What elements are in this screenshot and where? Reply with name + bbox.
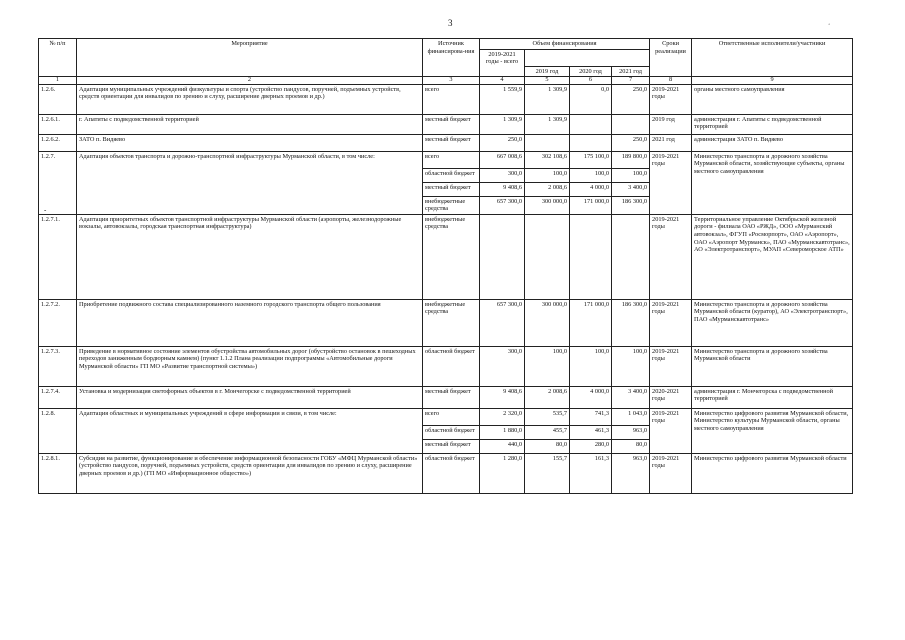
header-measure: Мероприятие xyxy=(77,39,423,77)
row-measure: Установка и модернизация светофорных объектов в г. Мончегорске с подведомственной территорией xyxy=(77,386,423,408)
row-source: местный бюджет xyxy=(423,134,480,151)
row-2020 xyxy=(570,134,612,151)
row-2019: 155,7 xyxy=(525,453,570,493)
row-2019: 302 108,6 xyxy=(525,151,570,168)
table-row xyxy=(39,386,853,408)
row-measure: Приведение в нормативное состояние элементов обустройства автомобильных дорог (обустройство остановок в пешеходных переходов заниженным бордюрным камнем) (пункт 1.1.2 Плана реализации подпрограммы «Автомобильные дороги Мурманской области» ГП МО «Развитие транспортной системы») xyxy=(77,346,423,386)
row-2020: 0,0 xyxy=(570,84,612,114)
header-total: 2019-2021 годы - всего xyxy=(480,49,525,77)
row-2021 xyxy=(612,114,650,134)
header-term: Сроки реализации xyxy=(650,39,692,77)
row-measure: ЗАТО п. Видяево xyxy=(77,134,423,151)
row-number: 1.2.7.4. xyxy=(39,386,77,408)
row-2020: 171 000,0 xyxy=(570,299,612,346)
row-term: 2019-2021 годы xyxy=(650,346,692,386)
row-2019: 1 309,9 xyxy=(525,84,570,114)
row-number: 1.2.8. xyxy=(39,408,77,453)
row-source: всего xyxy=(423,84,480,114)
row-term: 2019-2021 годы xyxy=(650,299,692,346)
row-source: всего xyxy=(423,151,480,168)
row-term: 2019-2021 годы xyxy=(650,453,692,493)
row-total: 300,0 xyxy=(480,168,525,182)
column-index-cell: 9 xyxy=(692,77,853,85)
row-total: 1 280,0 xyxy=(480,453,525,493)
row-measure: Приобретение подвижного состава специализированного наземного городского транспорта общего пользования xyxy=(77,299,423,346)
row-2019 xyxy=(525,214,570,299)
row-number: 1.2.7.3. xyxy=(39,346,77,386)
row-measure: Адаптация областных и муниципальных учреждений в сфере информации и связи, в том числе: xyxy=(77,408,423,453)
row-term: 2021 год xyxy=(650,134,692,151)
row-term: 2020-2021 годы xyxy=(650,386,692,408)
row-number: 1.2.7.1. xyxy=(39,214,77,299)
row-2020: 461,3 xyxy=(570,425,612,439)
row-total: 1 880,0 xyxy=(480,425,525,439)
row-2020: 175 100,0 xyxy=(570,151,612,168)
row-2021: 963,0 xyxy=(612,453,650,493)
row-executor: Министерство транспорта и дорожного хозяйства Мурманской области (куратор), АО «Электротранспорт», ПАО «Мурманскавтотранс» xyxy=(692,299,853,346)
row-source: внебюджетные средства xyxy=(423,299,480,346)
row-2021: 1 043,0 xyxy=(612,408,650,425)
row-executor: Территориальное управление Октябрьской железной дороги - филиала ОАО «РЖД», ООО «Мурманский автовокзал», ФГУП «Росморпорт», ОАО «Аэропорт», ОАО «Аэропорт Мурманск», ПАО «Мурманскавтотранс», АО «Электротранспорт», МУАП «Североморское АТП» xyxy=(692,214,853,299)
row-2021: 3 400,0 xyxy=(612,386,650,408)
row-2021: 100,0 xyxy=(612,346,650,386)
row-source: областной бюджет xyxy=(423,453,480,493)
column-index-cell: 5 xyxy=(525,77,570,85)
column-index-cell: 1 xyxy=(39,77,77,85)
table-row xyxy=(39,151,853,168)
row-term: 2019-2021 годы xyxy=(650,408,692,453)
page-number: 3 xyxy=(448,18,453,28)
row-total: 657 300,0 xyxy=(480,196,525,214)
column-index-cell: 3 xyxy=(423,77,480,85)
row-2019: 455,7 xyxy=(525,425,570,439)
row-number: 1.2.6.2. xyxy=(39,134,77,151)
table-header xyxy=(39,39,853,85)
row-2019: 2 008,6 xyxy=(525,182,570,196)
row-term: 2019 год xyxy=(650,114,692,134)
financing-table xyxy=(38,38,853,494)
row-source: всего xyxy=(423,408,480,425)
row-total: 250,0 xyxy=(480,134,525,151)
column-index-cell: 8 xyxy=(650,77,692,85)
row-term: 2019-2021 годы xyxy=(650,214,692,299)
table-row xyxy=(39,134,853,151)
column-index-cell: 4 xyxy=(480,77,525,85)
header-no: № п/п xyxy=(39,39,77,77)
row-2019: 535,7 xyxy=(525,408,570,425)
row-2020: 161,3 xyxy=(570,453,612,493)
row-2019: 100,0 xyxy=(525,346,570,386)
table-row xyxy=(39,214,853,299)
row-executor: администрация г. Апатиты с подведомственной территорией xyxy=(692,114,853,134)
column-index-cell: 2 xyxy=(77,77,423,85)
row-source: внебюджетные средства xyxy=(423,196,480,214)
row-source: областной бюджет xyxy=(423,168,480,182)
row-2019 xyxy=(525,134,570,151)
row-2020 xyxy=(570,114,612,134)
row-source: областной бюджет xyxy=(423,425,480,439)
header-source: Источник финансирова-ния xyxy=(423,39,480,77)
row-executor: органы местного самоуправления xyxy=(692,84,853,114)
header-2021: 2021 год xyxy=(612,66,650,77)
row-source: местный бюджет xyxy=(423,182,480,196)
row-total: 9 408,6 xyxy=(480,182,525,196)
row-number: 1.2.7.2. xyxy=(39,299,77,346)
row-2021: 186 300,0 xyxy=(612,196,650,214)
row-2020: 741,3 xyxy=(570,408,612,425)
row-number: 1.2.6.1. xyxy=(39,114,77,134)
row-2019: 1 309,9 xyxy=(525,114,570,134)
table-row xyxy=(39,408,853,425)
row-2021: 186 300,0 xyxy=(612,299,650,346)
row-2019: 100,0 xyxy=(525,168,570,182)
corner-mark: ‘ xyxy=(828,22,831,30)
row-total: 667 008,6 xyxy=(480,151,525,168)
row-2021: 80,0 xyxy=(612,439,650,453)
row-term: 2019-2021 годы xyxy=(650,84,692,114)
table-row xyxy=(39,346,853,386)
row-total: 440,0 xyxy=(480,439,525,453)
row-2019: 300 000,0 xyxy=(525,196,570,214)
row-number: 1.2.6. xyxy=(39,84,77,114)
row-measure: Адаптация муниципальных учреждений физкультуры и спорта (устройство пандусов, поручней, подъемных устройств, средств ориентации для инвалидов по зрению и слуху, расширение дверных проемов и др.) xyxy=(77,84,423,114)
table-row xyxy=(39,84,853,114)
row-measure: Субсидия на развитие, функционирование и обеспечение информационной безопасности ГОБУ «МФЦ Мурманской области» (устройство пандусов, поручней, подъемных устройств, средств ориентации для инвалидов по зрению и слуху, расширение дверных проемов и др.) (ГП МО «Информационное общество») xyxy=(77,453,423,493)
row-2021: 250,0 xyxy=(612,134,650,151)
column-index-row xyxy=(39,77,853,85)
row-executor: администрация г. Мончегорска с подведомственной территорией xyxy=(692,386,853,408)
row-2021: 189 800,0 xyxy=(612,151,650,168)
table-row xyxy=(39,453,853,493)
column-index-cell: 6 xyxy=(570,77,612,85)
row-source: местный бюджет xyxy=(423,114,480,134)
row-measure: Адаптация объектов транспорта и дорожно-транспортной инфраструктуры Мурманской области, в том числе: xyxy=(77,151,423,214)
row-term: 2019-2021 годы xyxy=(650,151,692,214)
row-source: местный бюджет xyxy=(423,386,480,408)
row-2020: 171 000,0 xyxy=(570,196,612,214)
row-2021 xyxy=(612,214,650,299)
row-2020: 4 000,0 xyxy=(570,182,612,196)
row-2020: 100,0 xyxy=(570,346,612,386)
row-executor: Министерство транспорта и дорожного хозяйства Мурманской области, хозяйствующие субъекты, органы местного самоуправления xyxy=(692,151,853,214)
table-body xyxy=(39,84,853,493)
row-total: 1 309,9 xyxy=(480,114,525,134)
row-2020: 100,0 xyxy=(570,168,612,182)
row-2019: 2 008,6 xyxy=(525,386,570,408)
header-2019: 2019 год xyxy=(525,66,570,77)
row-2020: 280,0 xyxy=(570,439,612,453)
row-2019: 80,0 xyxy=(525,439,570,453)
row-total: 2 320,0 xyxy=(480,408,525,425)
table-row xyxy=(39,299,853,346)
row-executor: Министерство цифрового развития Мурманской области, Министерство культуры Мурманской области, органы местного самоуправления xyxy=(692,408,853,453)
row-number: 1.2.7. xyxy=(39,151,77,214)
column-index-cell: 7 xyxy=(612,77,650,85)
row-total: 9 408,6 xyxy=(480,386,525,408)
row-source: областной бюджет xyxy=(423,346,480,386)
margin-mark: - xyxy=(44,206,47,214)
row-2021: 963,0 xyxy=(612,425,650,439)
row-number: 1.2.8.1. xyxy=(39,453,77,493)
row-executor: Министерство транспорта и дорожного хозяйства Мурманской области xyxy=(692,346,853,386)
row-executor: Министерство цифрового развития Мурманской области xyxy=(692,453,853,493)
row-executor: администрация ЗАТО п. Видяево xyxy=(692,134,853,151)
row-2020 xyxy=(570,214,612,299)
table-row xyxy=(39,114,853,134)
row-total: 300,0 xyxy=(480,346,525,386)
row-2021: 250,0 xyxy=(612,84,650,114)
row-total: 657 300,0 xyxy=(480,299,525,346)
row-2021: 100,0 xyxy=(612,168,650,182)
row-measure: Адаптация приоритетных объектов транспортной инфраструктуры Мурманской области (аэропорты, железнодорожные вокзалы, автовокзалы, городская транспортная инфраструктура) xyxy=(77,214,423,299)
header-volume: Объем финансирования xyxy=(480,39,650,50)
row-source: внебюджетные средства xyxy=(423,214,480,299)
row-measure: г. Апатиты с подведомственной территорией xyxy=(77,114,423,134)
row-total xyxy=(480,214,525,299)
header-executors: Ответственные исполнители/участники xyxy=(692,39,853,77)
row-source: местный бюджет xyxy=(423,439,480,453)
row-2020: 4 000,0 xyxy=(570,386,612,408)
header-years-blank xyxy=(525,49,650,66)
row-2021: 3 400,0 xyxy=(612,182,650,196)
row-2019: 300 000,0 xyxy=(525,299,570,346)
header-2020: 2020 год xyxy=(570,66,612,77)
row-total: 1 559,9 xyxy=(480,84,525,114)
